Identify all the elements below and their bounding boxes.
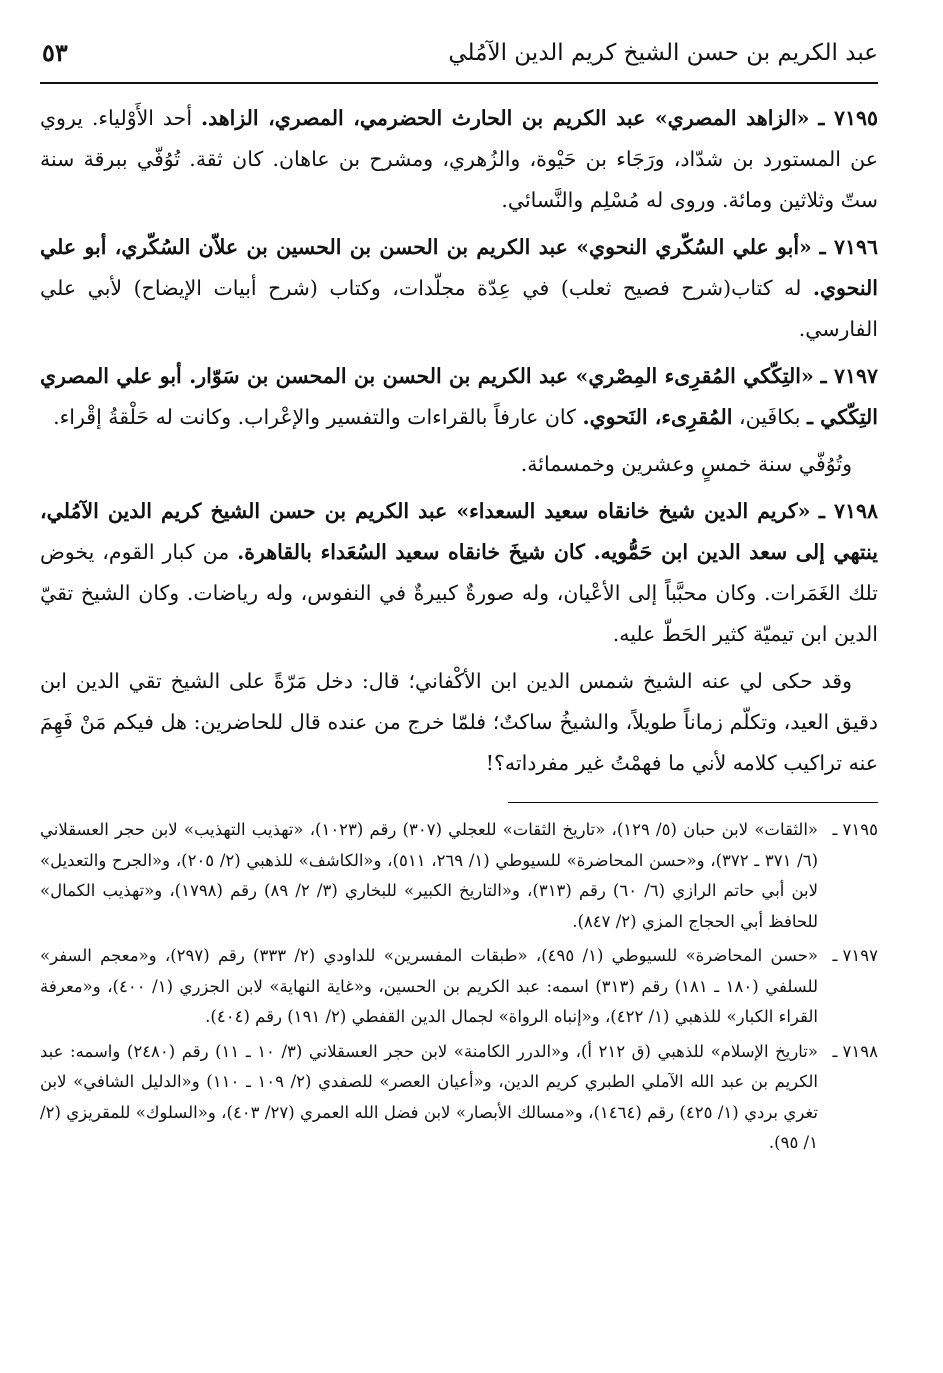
footnote-number: ٧١٩٧ ـ	[832, 946, 878, 965]
page-header	[40, 30, 878, 84]
entry-number: ٧١٩٨ ـ	[818, 499, 878, 523]
entry-heading: «الزاهد المصري» عبد الكريم بن الحارث الحضرمي، المصري، الزاهد.	[200, 106, 810, 130]
running-title: عبد الكريم بن حسن الشيخ كريم الدين الآمُلي	[448, 40, 878, 66]
entry-7197-death: وتُوُفّي سنة خمسٍ وعشرين وخمسمائة.	[520, 452, 852, 476]
entry-7195	[40, 98, 878, 221]
main-text	[40, 98, 878, 1159]
footnote-text: «تاريخ الإسلام» للذهبي (ق ٢١٢ أ)، و«الدرر الكامنة» لابن حجر العسقلاني (٣/ ١٠ ـ ١١) رقم (٢٤٨٠) واسمه: عبد الكريم بن عبد الله الآملي الطبري كريم الدين، و«أعيان العصر» للصفدي (٢/ ١٠٩ ـ ١١٠) و«الدليل الشافي» لابن تغري بردي (١/ ٤٢٥) رقم (١٤٦٤)، و«مسالك الأبصار» لابن فضل الله العمري (٢٧/ ٤٠٣)، و«السلوك» للمقريزي (٢/ ١/ ٩٥).	[40, 1041, 818, 1152]
entry-7198	[40, 491, 878, 655]
entry-heading: «التِكّكي المُقرِىء المِصْري» عبد الكريم بن الحسن بن المحسن بن سَوّار. أبو علي المصري التِكّكي ـ	[40, 364, 878, 429]
entry-body: أحد الأَوْلياء. يروي عن المستورد بن شدّاد، ورَجَاء بن حَيْوة، والزُهري، ومشرح بن عاهان. كان ثقة. تُوُفّي ببرقة سنة ستّ وثلاثين ومائة. وروى له مُسْلِم والنَّسائي.	[40, 106, 878, 212]
entry-body: له كتاب(شرح فصيح ثعلب) في عِدّة مجلّدات، وكتاب (شرح أبيات الإيضاح) لأبي علي الفارسي.	[40, 276, 878, 341]
entry-body: من كبار القوم، يخوض تلك الغَمَرات. وكان محبَّباً إلى الأعْيان، وله صورةٌ كبيرةٌ في النفوس، وله رياضات. وكان الشيخ تقيّ الدين ابن تيميّة كثير الحَطّ عليه.	[40, 540, 878, 646]
entry-7197	[40, 356, 878, 438]
entry-number: ٧١٩٧ ـ	[820, 364, 878, 388]
footnote-number: ٧١٩٨ ـ	[832, 1041, 878, 1061]
footnote-7197	[40, 941, 878, 1033]
footnote-text: «حسن المحاضرة» للسيوطي (١/ ٤٩٥)، «طبقات المفسرين» للداودي (٢/ ٣٣٣) رقم (٢٩٧)، و«معجم السفر» للسلفي (١٨٠ ـ ١٨١) رقم (٣١٣) اسمه: عبد الكريم بن الحسين، و«غاية النهاية» لابن الجزري (١/ ٤٠٠)، و«معرفة القراء الكبار» للذهبي (١/ ٤٢٢)، و«إنباه الرواة» لجمال الدين القفطي (٢/ ١٩١) رقم (٤٠٤).	[40, 946, 819, 1026]
footnote-separator	[508, 802, 878, 803]
page-number: ٥٣	[42, 38, 68, 67]
entry-heading-2: المُقرِىء، النَحوي.	[582, 405, 733, 429]
entry-7196	[40, 227, 878, 350]
book-page	[40, 30, 878, 1350]
entry-heading: «كريم الدين شيخ خانقاه سعيد السعداء» عبد الكريم بن حسن الشيخ كريم الدين الآمُلي، ينتهي إلى سعد الدين ابن حَمُّويه. كان شيخَ خانقاه سعيد السُعَداء بالقاهرة.	[40, 499, 878, 564]
footnote-7195	[40, 815, 878, 937]
footnote-7198	[40, 1037, 878, 1159]
footnote-text: «الثقات» لابن حبان (٥/ ١٢٩)، «تاريخ الثقات» للعجلي (٣٠٧) رقم (١٠٢٣)، «تهذيب التهذيب» لابن حجر العسقلاني (٦/ ٣٧١ ـ ٣٧٢)، و«حسن المحاضرة» للسيوطي (١/ ٢٦٩، ٥١١)، و«الكاشف» للذهبي (٢/ ٢٠٥)، و«الجرح والتعديل» لابن أبي حاتم الرازي (٦/ ٦٠) رقم (٣١٣)، و«التاريخ الكبير» للبخاري (٣/ ٢/ ٨٩) رقم (١٧٩٨)، و«تهذيب الكمال» للحافظ أبي الحجاج المزي (٢/ ٨٤٧).	[40, 820, 819, 931]
entry-7198-story: وقد حكى لي عنه الشيخ شمس الدين ابن الأكْفاني؛ قال: دخل مَرّةً على الشيخ تقي الدين ابن دقيق العيد، وتكلّم زماناً طويلاً، والشيخُ ساكتٌ؛ فلمّا خرج من عنده قال للحاضرين: هل فيكم مَنْ فَهِمَ عنه تراكيب كلامه لأني ما فهمْتُ غير مفرداته؟!	[40, 669, 878, 775]
entry-body-2: كان عارفاً بالقراءات والتفسير والإعْراب. وكانت له حَلْقةُ إقْراء.	[53, 405, 583, 429]
entry-body: بكافَين،	[732, 405, 807, 429]
footnote-number: ٧١٩٥ ـ	[832, 820, 878, 839]
footnotes	[40, 815, 878, 1159]
entry-number: ٧١٩٦ ـ	[819, 235, 878, 259]
entry-heading: «أبو علي السُكّري النحوي» عبد الكريم بن الحسن بن الحسين بن علاّن السُكّري، أبو علي النحوي.	[40, 235, 878, 300]
entry-number: ٧١٩٥ ـ	[818, 106, 878, 130]
